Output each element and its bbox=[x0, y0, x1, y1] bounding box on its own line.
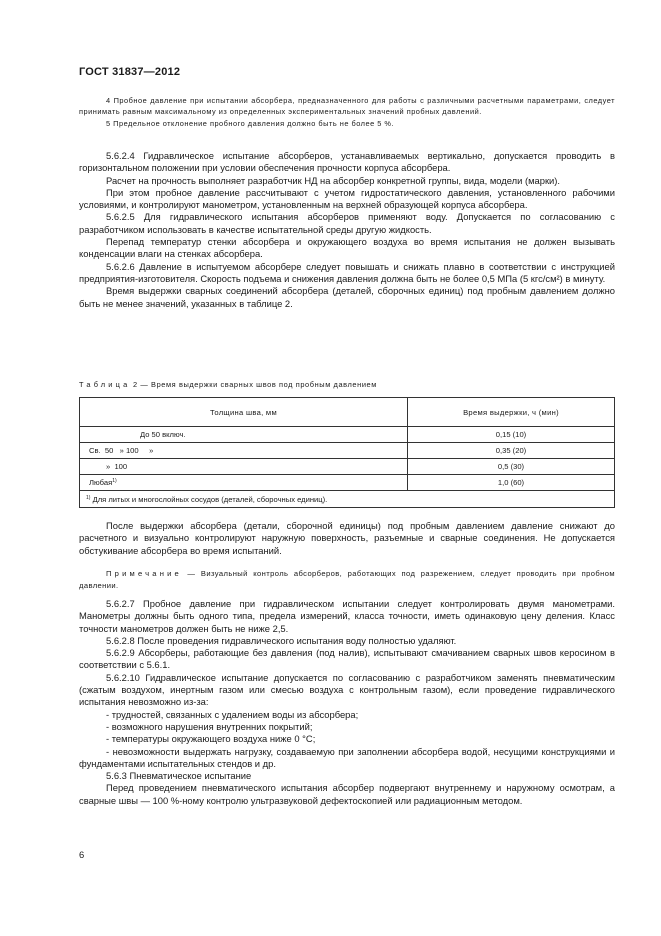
notes-block bbox=[79, 95, 615, 129]
paragraph: 5.6.2.8 После проведения гидравлического испытания воду полностью удаляют. bbox=[106, 634, 457, 646]
table-row bbox=[80, 427, 615, 443]
column-header-thickness: Толщина шва, мм bbox=[80, 398, 408, 427]
table-header-row bbox=[80, 398, 615, 427]
paragraph: 5.6.2.4 Гидравлическое испытание абсорберов, устанавливаемых вертикально, допускается проводить в горизонтальном положении при условии обеспечения прочности корпуса абсорбера. bbox=[79, 150, 615, 174]
body-text-block-1 bbox=[79, 150, 615, 310]
note-5: 5 Предельное отклонение пробного давления должно быть не более 5 %. bbox=[106, 118, 395, 128]
list-item: - трудностей, связанных с удалением воды из абсорбера; bbox=[106, 708, 359, 720]
thickness-text: Любая bbox=[89, 478, 113, 487]
document-header: ГОСТ 31837—2012 bbox=[79, 66, 181, 78]
thickness-cell: До 50 включ. bbox=[80, 427, 408, 443]
section-heading: 5.6.3 Пневматическое испытание bbox=[106, 770, 252, 782]
time-cell: 0,15 (10) bbox=[408, 427, 615, 443]
list-item: - невозможности выдержать нагрузку, создаваемую при заполнении абсорбера водой, несущими конструкциями и фундаментами испытательных стендов и др. bbox=[79, 745, 615, 769]
body-text-block-3 bbox=[79, 598, 615, 807]
note-block bbox=[79, 568, 615, 591]
footnote-text: Для литых и многослойных сосудов (деталей, сборочных единиц). bbox=[90, 494, 328, 504]
table-caption-text: 2 — Время выдержки сварных швов под пробным давлением bbox=[130, 380, 377, 389]
paragraph: 5.6.2.9 Абсорберы, работающие без давления (под налив), испытывают смачиванием сварных швов керосином в соответствии с 5.6.1. bbox=[79, 647, 615, 671]
paragraph: Перепад температур стенки абсорбера и окружающего воздуха во время испытания не должен вызывать конденсации влаги на стенках абсорбера. bbox=[79, 236, 615, 260]
table-caption bbox=[79, 380, 377, 389]
footnote-marker: 1) bbox=[112, 478, 117, 484]
table-caption-label: Таблица bbox=[79, 380, 131, 389]
time-cell: 0,5 (30) bbox=[408, 459, 615, 475]
paragraph: 5.6.2.7 Пробное давление при гидравлическом испытании следует контролировать двумя манометрами. Манометры должны быть одного типа, предела измерений, класса точности, иметь одинаковую цену деления. Класс точности манометров должен быть не ниже 2,5. bbox=[79, 598, 615, 634]
list-item: - температуры окружающего воздуха ниже 0 °С; bbox=[106, 733, 316, 745]
time-cell: 1,0 (60) bbox=[408, 475, 615, 491]
note-text: — Визуальный контроль абсорберов, работающих под разрежением, следует проводить при пробном давлении. bbox=[79, 569, 615, 590]
paragraph: При этом пробное давление рассчитывают с учетом гидростатического давления, установленного рабочими условиями, и контролируют манометром, установленным на верхней образующей корпуса абсорбера. bbox=[79, 186, 615, 211]
paragraph: Перед проведением пневматического испытания абсорбер подвергают внутреннему и наружному осмотрам, а сварные швы — 100 %-ному контролю ультразвуковой дефектоскопией или радиационным методом. bbox=[79, 782, 615, 806]
column-header-time: Время выдержки, ч (мин) bbox=[408, 398, 615, 427]
paragraph: Расчет на прочность выполняет разработчик НД на абсорбер конкретной группы, вида, модели (марки). bbox=[106, 174, 561, 186]
table-row bbox=[80, 475, 615, 491]
body-text-block-2 bbox=[79, 520, 615, 557]
thickness-cell: » 100 bbox=[80, 459, 408, 475]
table-row bbox=[80, 443, 615, 459]
footnote-marker: 1) bbox=[86, 494, 91, 501]
thickness-cell: Св. 50 » 100 » bbox=[80, 443, 408, 459]
note-4: 4 Пробное давление при испытании абсорбера, предназначенного для работы с различными расчетными параметрами, следует принимать равным максимальному из определенных экспериментальных значений пробных давлений. bbox=[79, 96, 615, 117]
paragraph: 5.6.2.6 Давление в испытуемом абсорбере следует повышать и снижать плавно в соответствии с инструкцией предприятия-изготовителя. Скорость подъема и снижения давления должна быть не более 0,5 МПа (5 кгс/см²) в минуту. bbox=[79, 260, 615, 284]
time-cell: 0,35 (20) bbox=[408, 443, 615, 459]
paragraph: 5.6.2.10 Гидравлическое испытание допускается по согласованию с разработчиком заменять пневматическим (сжатым воздухом, инертным газом или смесью воздуха с контрольным газом), если проведение гидравлического испытания невозможно из-за: bbox=[79, 671, 615, 708]
thickness-cell bbox=[80, 475, 408, 491]
table-footnote bbox=[80, 491, 615, 508]
holding-time-table bbox=[79, 397, 615, 508]
paragraph: 5.6.2.5 Для гидравлического испытания абсорберов применяют воду. Допускается по согласованию с разработчиком использовать в качестве испытательной среды другую жидкость. bbox=[79, 211, 615, 235]
table-row bbox=[80, 459, 615, 475]
note-label: Примечание bbox=[106, 569, 182, 578]
page-number: 6 bbox=[79, 849, 85, 860]
paragraph: После выдержки абсорбера (детали, сборочной единицы) под пробным давлением давление снижают до расчетного и визуально контролируют наружную поверхность, разъемные и сварные соединения. Не допускается обстукивание абсорбера во время испытаний. bbox=[79, 520, 615, 556]
list-item: - возможного нарушения внутренних покрытий; bbox=[106, 720, 313, 732]
table-footnote-row bbox=[80, 491, 615, 508]
note-paragraph bbox=[79, 568, 615, 591]
paragraph: Время выдержки сварных соединений абсорбера (деталей, сборочных единиц) под пробным давлением должно быть не менее значений, указанных в таблице 2. bbox=[79, 285, 615, 309]
